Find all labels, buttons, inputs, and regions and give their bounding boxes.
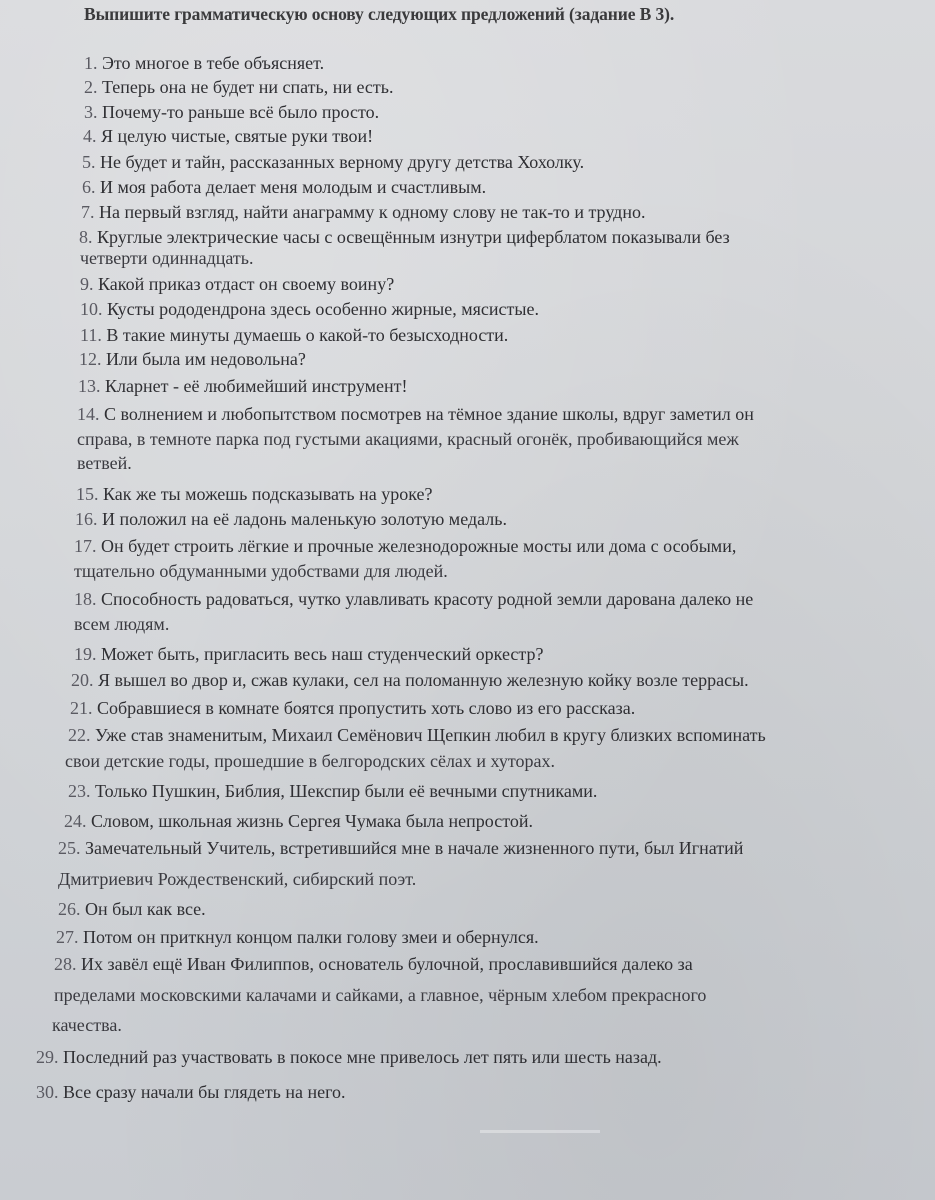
item-text: Какой приказ отдаст он своему воину? xyxy=(98,274,395,294)
item-number: 9. xyxy=(80,274,94,294)
item-text: Он был как все. xyxy=(85,899,206,919)
item-text-continuation: четверти одиннадцать. xyxy=(80,248,254,268)
item-text: Кларнет - её любимейший инструмент! xyxy=(105,376,408,396)
item-text: Кусты рододендрона здесь особенно жирные, мясистые. xyxy=(107,299,539,319)
item-number: 1. xyxy=(84,53,98,73)
item-number: 12. xyxy=(79,349,102,369)
list-item xyxy=(80,324,508,346)
item-number: 10. xyxy=(80,299,103,319)
item-number: 6. xyxy=(82,177,96,197)
list-item xyxy=(84,52,324,74)
list-item xyxy=(54,953,693,975)
item-text-continuation: качества. xyxy=(52,1015,122,1035)
item-number: 23. xyxy=(68,781,91,801)
list-item xyxy=(68,780,597,802)
item-text-continuation: справа, в темноте парка под густыми акациями, красный огонёк, пробивающийся меж xyxy=(77,429,739,449)
list-item xyxy=(81,201,645,223)
list-item xyxy=(82,151,584,173)
item-number: 14. xyxy=(77,404,100,424)
item-text: Я целую чистые, святые руки твои! xyxy=(101,126,374,146)
list-item xyxy=(68,724,766,746)
item-number: 7. xyxy=(81,202,95,222)
item-number: 28. xyxy=(54,954,77,974)
item-text: Их завёл ещё Иван Филиппов, основатель булочной, прославившийся далеко за xyxy=(81,954,693,974)
list-item xyxy=(80,298,539,320)
item-text: На первый взгляд, найти анаграмму к одному слову не так-то и трудно. xyxy=(99,202,646,222)
item-number: 5. xyxy=(82,152,96,172)
item-number: 2. xyxy=(84,77,98,97)
paper-smudge xyxy=(480,1130,600,1133)
item-text: Все сразу начали бы глядеть на него. xyxy=(63,1082,346,1102)
list-item xyxy=(79,348,306,370)
list-item xyxy=(84,76,393,98)
item-text: Как же ты можешь подсказывать на уроке? xyxy=(103,484,433,504)
item-text-continuation: ветвей. xyxy=(77,453,132,473)
list-item xyxy=(36,1046,662,1068)
item-text: И положил на её ладонь маленькую золотую медаль. xyxy=(102,509,507,529)
item-number: 29. xyxy=(36,1047,59,1067)
item-text: Собравшиеся в комнате боятся пропустить хоть слово из его рассказа. xyxy=(97,698,636,718)
list-item xyxy=(74,535,736,557)
item-number: 15. xyxy=(76,484,99,504)
item-number: 25. xyxy=(58,838,81,858)
list-item xyxy=(58,898,206,920)
list-item xyxy=(76,483,433,505)
item-number: 17. xyxy=(74,536,97,556)
list-item xyxy=(79,226,730,248)
item-number: 18. xyxy=(74,589,97,609)
item-text-continuation: всем людям. xyxy=(74,614,170,634)
item-number: 26. xyxy=(58,899,81,919)
item-number: 20. xyxy=(71,670,94,690)
list-item xyxy=(75,508,507,530)
list-item xyxy=(78,375,408,397)
list-item xyxy=(77,403,754,425)
item-text-continuation: Дмитриевич Рождественский, сибирский поэт. xyxy=(58,869,417,889)
item-text-continuation: пределами московскими калачами и сайками, а главное, чёрным хлебом прекрасного xyxy=(54,985,707,1005)
list-item xyxy=(80,273,394,295)
list-item xyxy=(58,837,743,859)
item-text: Я вышел во двор и, сжав кулаки, сел на поломанную железную койку возле террасы. xyxy=(98,670,749,690)
item-number: 13. xyxy=(78,376,101,396)
list-item xyxy=(64,810,533,832)
item-text: Он будет строить лёгкие и прочные железнодорожные мосты или дома с особыми, xyxy=(101,536,737,556)
item-text: Последний раз участвовать в покосе мне привелось лет пять или шесть назад. xyxy=(63,1047,662,1067)
item-text: Или была им недовольна? xyxy=(106,349,306,369)
item-number: 22. xyxy=(68,725,91,745)
list-item xyxy=(74,588,753,610)
item-text: И моя работа делает меня молодым и счастливым. xyxy=(100,177,487,197)
item-text: Замечательный Учитель, встретившийся мне в начале жизненного пути, был Игнатий xyxy=(85,838,744,858)
item-number: 19. xyxy=(74,644,97,664)
item-text: Круглые электрические часы с освещённым изнутри циферблатом показывали без xyxy=(97,227,730,247)
item-text: Не будет и тайн, рассказанных верному другу детства Хохолку. xyxy=(100,152,585,172)
item-number: 21. xyxy=(70,698,93,718)
list-item xyxy=(71,669,749,691)
list-item xyxy=(82,176,486,198)
list-item xyxy=(83,125,373,147)
item-number: 11. xyxy=(80,325,102,345)
item-number: 30. xyxy=(36,1082,59,1102)
list-item xyxy=(70,697,635,719)
list-item xyxy=(56,926,539,948)
item-text: Теперь она не будет ни спать, ни есть. xyxy=(102,77,394,97)
item-number: 27. xyxy=(56,927,79,947)
list-item xyxy=(84,101,379,123)
list-item xyxy=(74,643,543,665)
item-number: 3. xyxy=(84,102,98,122)
item-text: В такие минуты думаешь о какой-то безысходности. xyxy=(106,325,509,345)
item-text: Это многое в тебе объясняет. xyxy=(102,53,325,73)
item-number: 16. xyxy=(75,509,98,529)
item-number: 4. xyxy=(83,126,97,146)
item-text: Только Пушкин, Библия, Шекспир были её вечными спутниками. xyxy=(95,781,598,801)
item-text: Словом, школьная жизнь Сергея Чумака была непростой. xyxy=(91,811,533,831)
item-number: 24. xyxy=(64,811,87,831)
page-title: Выпишите грамматическую основу следующих предложений (задание В 3). xyxy=(84,4,675,24)
item-text: Способность радоваться, чутко улавливать красоту родной земли дарована далеко не xyxy=(101,589,754,609)
item-text-continuation: тщательно обдуманными удобствами для людей. xyxy=(74,561,448,581)
item-text: Почему-то раньше всё было просто. xyxy=(102,102,380,122)
item-number: 8. xyxy=(79,227,93,247)
item-text: Может быть, пригласить весь наш студенческий оркестр? xyxy=(101,644,544,664)
item-text: С волнением и любопытством посмотрев на тёмное здание школы, вдруг заметил он xyxy=(104,404,754,424)
item-text: Потом он приткнул концом палки голову змеи и обернулся. xyxy=(83,927,539,947)
item-text-continuation: свои детские годы, прошедшие в белгородских сёлах и хуторах. xyxy=(65,751,555,771)
list-item xyxy=(36,1081,346,1103)
item-text: Уже став знаменитым, Михаил Семёнович Щепкин любил в кругу близких вспоминать xyxy=(95,725,766,745)
